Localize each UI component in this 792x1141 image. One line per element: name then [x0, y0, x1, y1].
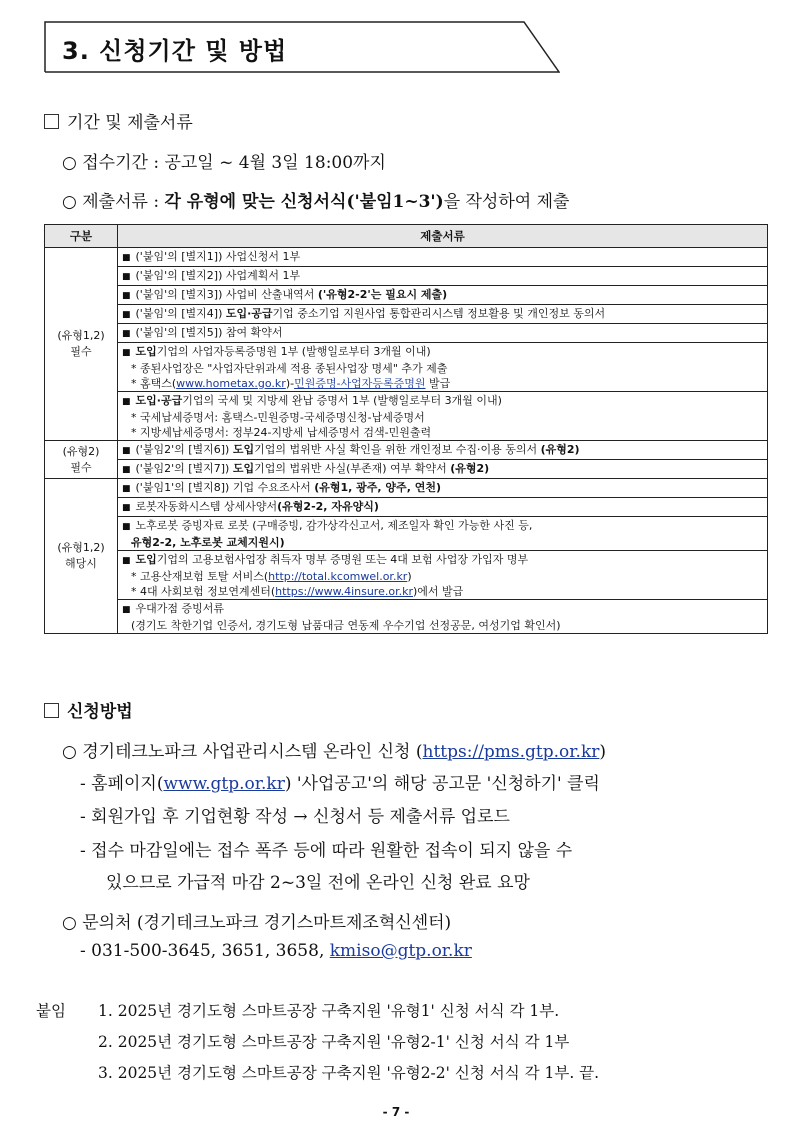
- step1-prefix: - 홈페이지(: [80, 774, 164, 794]
- step1-suffix: ) '사업공고'의 해당 공고문 '신청하기' 클릭: [284, 774, 600, 794]
- attachment-item-3: 3. 2025년 경기도형 스마트공장 구축지원 '유형2-2' 신청 서식 각 1부. 끝.: [98, 1064, 600, 1082]
- table-row: [45, 479, 768, 498]
- square-bullet-icon: ■: [122, 556, 131, 566]
- document-cell: [118, 267, 768, 286]
- document-text: * 국세납세증명서: 홈택스-민원증명-국세증명신청-납세증명서: [131, 411, 425, 424]
- document-sub-item: [122, 569, 763, 584]
- documents-bold: 각 유형에 맞는 신청서식('붙임1~3'): [164, 192, 444, 212]
- square-bullet-icon: [44, 703, 59, 718]
- section-title: 3. 신청기간 및 방법: [62, 37, 288, 65]
- table-body: [45, 248, 768, 634]
- contact-email-link[interactable]: kmiso@gtp.or.kr: [329, 941, 472, 961]
- document-text: ): [407, 570, 412, 583]
- method-heading-line: [44, 697, 133, 722]
- square-bullet-icon: ■: [122, 291, 131, 301]
- document-link[interactable]: www.hometax.go.kr: [176, 377, 286, 390]
- document-text: 도입: [232, 443, 255, 456]
- document-item: [122, 461, 763, 478]
- document-text: 기업의 사업자등록증명원 1부 (발행일로부터 3개월 이내): [156, 345, 431, 358]
- pms-link[interactable]: https://pms.gtp.or.kr: [422, 742, 600, 762]
- document-text: 기업의 국세 및 지방세 완납 증명서 1부 (발행일로부터 3개월 이내): [182, 394, 502, 407]
- document-text: ('붙임1'의 [별지8]) 기업 수요조사서: [135, 481, 315, 494]
- document-link[interactable]: http://total.kcomwel.or.kr: [268, 570, 408, 583]
- attachments-label: 붙임: [36, 1002, 66, 1020]
- document-text: ('붙임'의 [별지3]) 사업비 산출내역서: [135, 288, 318, 301]
- attachment-item-1: 1. 2025년 경기도형 스마트공장 구축지원 '유형1' 신청 서식 각 1부.: [98, 1002, 560, 1020]
- document-item: [122, 480, 763, 497]
- document-text: (유형1, 광주, 양주, 연천): [314, 481, 441, 494]
- documents-table: [44, 224, 768, 634]
- document-item: [122, 518, 763, 535]
- document-text: * 고용산재보험 토탈 서비스(: [131, 570, 269, 583]
- section-header: [44, 21, 560, 73]
- square-bullet-icon: ■: [122, 348, 131, 358]
- document-item: [122, 268, 763, 285]
- method-heading: 신청방법: [67, 702, 133, 722]
- square-bullet-icon: ■: [122, 503, 131, 513]
- document-text: ('붙임'의 [별지4]): [135, 307, 226, 320]
- square-bullet-icon: ■: [122, 484, 131, 494]
- document-text: 발급: [425, 377, 451, 390]
- document-link[interactable]: https://www.4insure.or.kr: [275, 585, 413, 598]
- square-bullet-icon: ■: [122, 446, 131, 456]
- document-text: 도입: [135, 345, 157, 358]
- document-text: )-: [285, 377, 295, 390]
- document-text: ('유형2-2'는 필요시 제출): [317, 288, 448, 301]
- document-text: (유형2): [450, 462, 490, 475]
- document-text: ('붙임'의 [별지1]) 사업신청서 1부: [135, 250, 301, 263]
- document-text: (유형2-2, 자유양식): [277, 500, 379, 513]
- document-text: 도입: [232, 462, 255, 475]
- document-cell: [118, 305, 768, 324]
- document-link[interactable]: 민원증명-사업자등록증명원: [294, 377, 426, 390]
- document-item: [122, 601, 763, 618]
- document-item: [122, 442, 763, 459]
- document-text: 우대가점 증빙서류: [135, 602, 225, 615]
- documents-suffix: 을 작성하여 제출: [443, 192, 570, 212]
- document-item: [122, 287, 763, 304]
- document-cell: [118, 324, 768, 343]
- document-cell: [118, 286, 768, 305]
- table-row: [45, 551, 768, 600]
- document-cell: [118, 551, 768, 600]
- table-row: [45, 498, 768, 517]
- category-cell: (유형1,2) 해당시: [45, 479, 118, 634]
- documents-line: [62, 187, 569, 212]
- square-bullet-icon: [44, 114, 59, 129]
- table-row: [45, 343, 768, 392]
- contact-phone: - 031-500-3645, 3651, 3658,: [80, 941, 330, 961]
- step-signup: - 회원가입 후 기업현황 작성 → 신청서 등 제출서류 업로드: [80, 807, 510, 827]
- document-item: [122, 393, 763, 410]
- document-text: ('붙임2'의 [별지7]): [135, 462, 233, 475]
- document-cell: [118, 479, 768, 498]
- document-item: [122, 325, 763, 342]
- document-text: 유형2-2, 노후로봇 교체지원시): [131, 536, 285, 549]
- document-text: * 지방세납세증명서: 정부24-지방세 납세증명서 검색-민원출력: [131, 426, 432, 439]
- contact-heading: ○ 문의처 (경기테크노파크 경기스마트제조혁신센터): [62, 913, 452, 933]
- step-homepage: [80, 769, 600, 794]
- online-apply-prefix: ○ 경기테크노파크 사업관리시스템 온라인 신청 (: [62, 742, 423, 762]
- page-number: - 7 -: [382, 1105, 410, 1119]
- table-row: [45, 517, 768, 551]
- step-deadline-note: - 접수 마감일에는 접수 폭주 등에 따라 원활한 접속이 되지 않을 수: [80, 841, 573, 861]
- document-sub-item: [122, 410, 763, 425]
- table-row: [45, 324, 768, 343]
- document-item: [122, 552, 763, 569]
- document-sub-item: [122, 425, 763, 440]
- document-text: ('붙임'의 [별지2]) 사업계획서 1부: [135, 269, 301, 282]
- document-text: ('붙임'의 [별지5]) 참여 확약서: [135, 326, 283, 339]
- document-item: [122, 344, 763, 361]
- document-text: 기업의 법위반 사실 확인을 위한 개인정보 수집·이용 동의서: [254, 443, 541, 456]
- category-cell: (유형1,2) 필수: [45, 248, 118, 441]
- square-bullet-icon: ■: [122, 272, 131, 282]
- table-header-row: [45, 225, 768, 248]
- step-deadline-note-cont: 있으므로 가급적 마감 2~3일 전에 온라인 신청 완료 요망: [106, 873, 530, 893]
- reception-period: ○ 접수기간 : 공고일 ~ 4월 3일 18:00까지: [62, 153, 386, 173]
- document-cell: [118, 392, 768, 441]
- table-row: [45, 248, 768, 267]
- document-text: * 종된사업장은 "사업자단위과세 적용 종된사업장 명세" 추가 제출: [131, 362, 448, 375]
- square-bullet-icon: ■: [122, 310, 131, 320]
- table-row: [45, 305, 768, 324]
- document-text: ('붙임2'의 [별지6]): [135, 443, 233, 456]
- document-text: * 홈택스(: [131, 377, 177, 390]
- documents-prefix: ○ 제출서류 :: [62, 192, 165, 212]
- contact-line: [80, 941, 472, 961]
- document-text: )에서 발급: [412, 585, 464, 598]
- square-bullet-icon: ■: [122, 329, 131, 339]
- document-item: [122, 306, 763, 323]
- document-cell: [118, 248, 768, 267]
- document-text: 기업의 법위반 사실(부존재) 여부 확약서: [254, 462, 451, 475]
- document-sub-item: [122, 361, 763, 376]
- gtp-homepage-link[interactable]: www.gtp.or.kr: [163, 774, 285, 794]
- category-cell: (유형2) 필수: [45, 441, 118, 479]
- table-row: [45, 441, 768, 460]
- document-text: 도입: [135, 553, 157, 566]
- document-cell: [118, 517, 768, 551]
- document-sub-item: [122, 618, 763, 633]
- table-row: [45, 286, 768, 305]
- table-row: [45, 600, 768, 634]
- document-sub-item: [122, 376, 763, 391]
- table-row: [45, 460, 768, 479]
- document-text: 기업의 고용보험사업장 취득자 명부 증명원 또는 4대 보험 사업장 가입자 명부: [156, 553, 529, 566]
- online-apply: [62, 737, 606, 762]
- table-row: [45, 392, 768, 441]
- attachment-item-2: 2. 2025년 경기도형 스마트공장 구축지원 '유형2-1' 신청 서식 각 1부: [98, 1033, 570, 1051]
- document-item: [122, 499, 763, 516]
- document-item: [122, 249, 763, 266]
- document-text: 노후로봇 증빙자료 로봇 (구매증빙, 감가상각신고서, 제조일자 확인 가능한 사진 등,: [135, 519, 533, 532]
- document-sub-item: [122, 584, 763, 599]
- document-text: 기업 중소기업 지원사업 통합관리시스템 정보활용 및 개인정보 동의서: [272, 307, 606, 320]
- document-text: 로봇자동화시스템 상세사양서: [135, 500, 278, 513]
- period-heading-line: [44, 108, 193, 133]
- document-cell: [118, 498, 768, 517]
- table-row: [45, 267, 768, 286]
- square-bullet-icon: ■: [122, 522, 131, 532]
- document-text: (유형2): [540, 443, 580, 456]
- square-bullet-icon: ■: [122, 397, 131, 407]
- square-bullet-icon: ■: [122, 465, 131, 475]
- square-bullet-icon: ■: [122, 605, 131, 615]
- col-documents: 제출서류: [118, 225, 768, 248]
- online-apply-suffix: ): [599, 742, 607, 762]
- col-category: 구분: [45, 225, 118, 248]
- period-heading: 기간 및 제출서류: [67, 113, 193, 133]
- document-cell: [118, 343, 768, 392]
- document-cell: [118, 600, 768, 634]
- document-text: (경기도 착한기업 인증서, 경기도형 납품대금 연동제 우수기업 선정공문, 여성기업 확인서): [131, 619, 561, 632]
- document-text: * 4대 사회보험 정보연계센터(: [131, 585, 276, 598]
- square-bullet-icon: ■: [122, 253, 131, 263]
- document-text: 도입·공급: [225, 307, 273, 320]
- document-text: 도입·공급: [135, 394, 183, 407]
- document-sub-item: [122, 535, 763, 550]
- document-cell: [118, 460, 768, 479]
- document-cell: [118, 441, 768, 460]
